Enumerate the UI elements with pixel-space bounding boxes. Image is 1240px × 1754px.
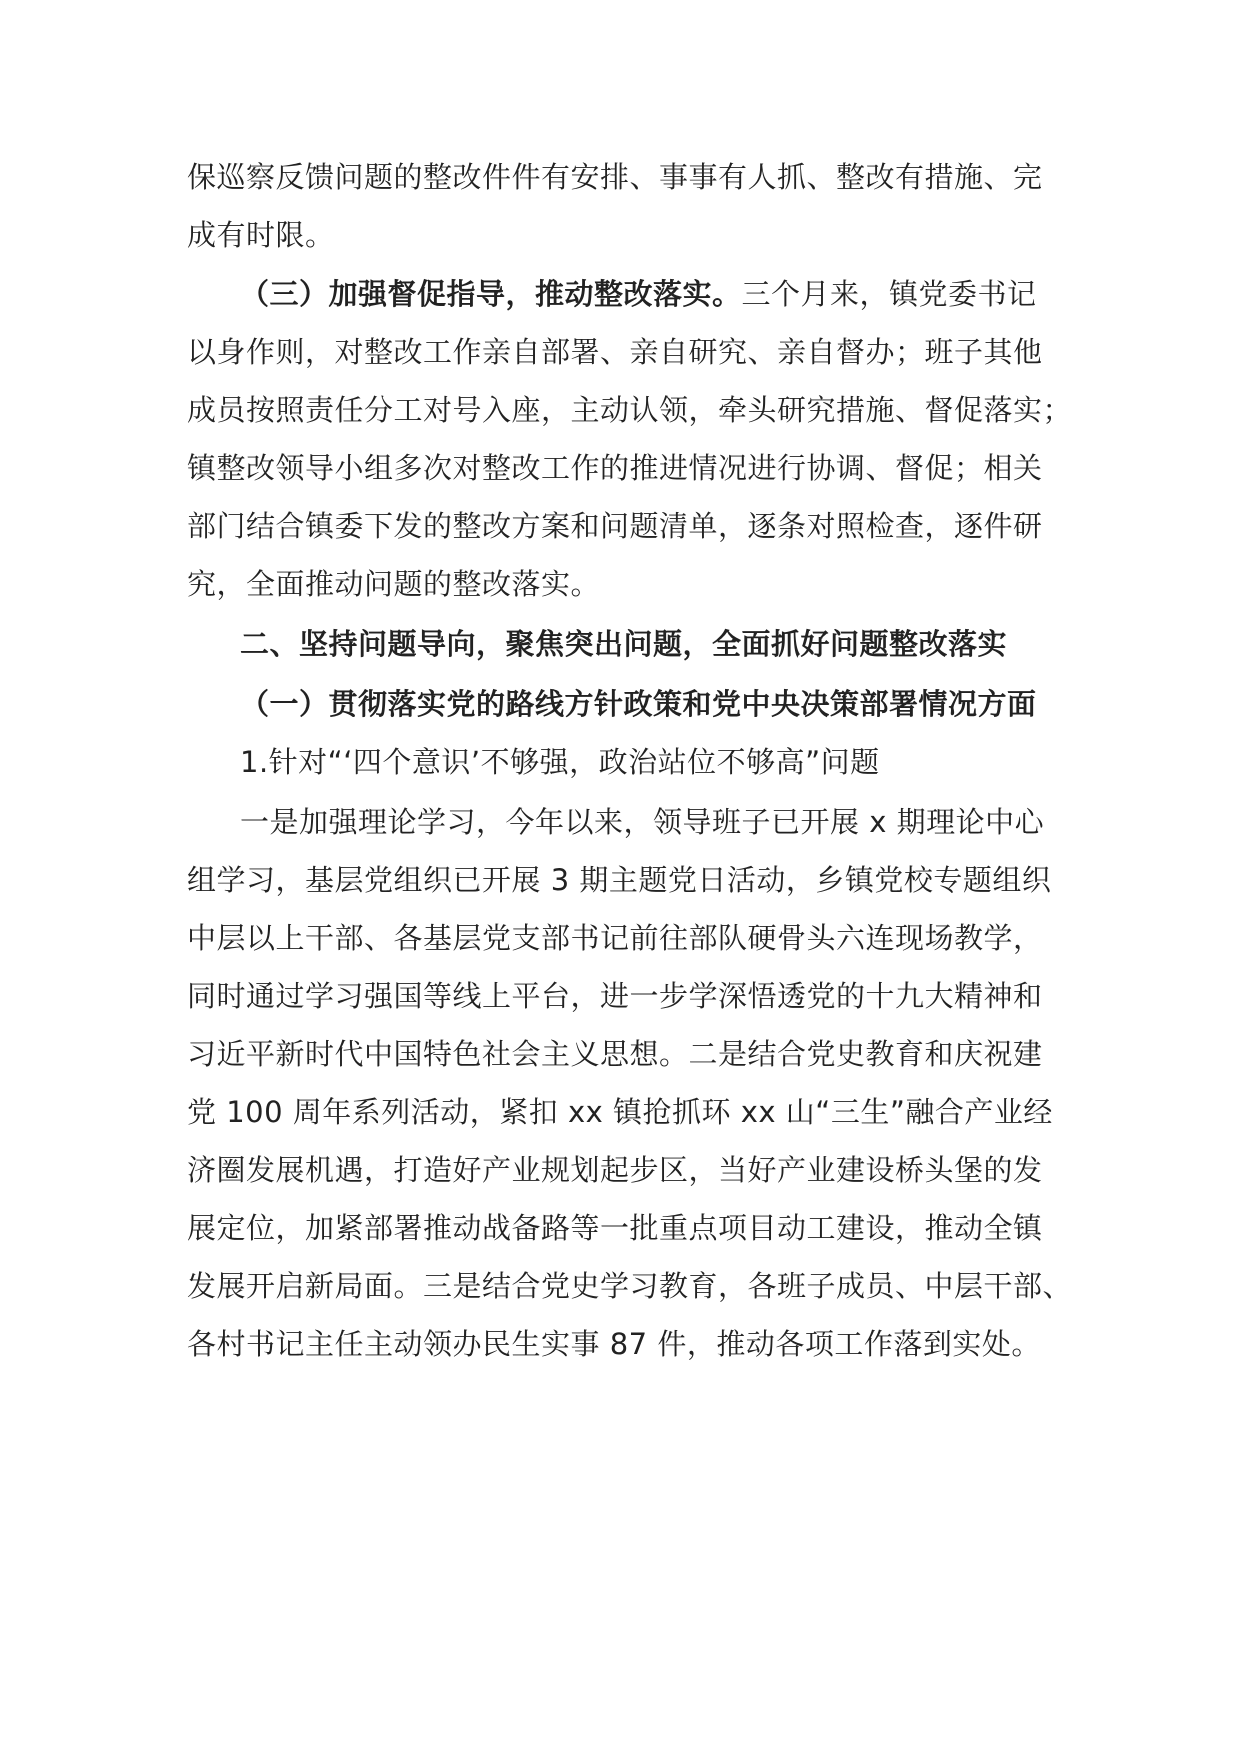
- paragraph-line: 展定位，加紧部署推动战备路等一批重点项目动工建设，推动全镇: [187, 1211, 1043, 1245]
- paragraph-line: 以身作则，对整改工作亲自部署、亲自研究、亲自督办；班子其他: [187, 335, 1043, 369]
- paragraph-line: 发展开启新局面。三是结合党史学习教育，各班子成员、中层干部、: [187, 1269, 1073, 1303]
- paragraph-text: 三个月来，镇党委书记: [741, 277, 1037, 311]
- paragraph-line: 各村书记主任主动领办民生实事 87 件，推动各项工作落到实处。: [187, 1327, 1041, 1361]
- paragraph-line: 中层以上干部、各基层党支部书记前往部队硬骨头六连现场教学，: [187, 921, 1043, 955]
- paragraph-line: 一是加强理论学习，今年以来，领导班子已开展 x 期理论中心: [240, 805, 1045, 839]
- subsection-paragraph-first-line: [240, 274, 1037, 314]
- section-heading: 二、坚持问题导向，聚焦突出问题，全面抓好问题整改落实: [240, 627, 1008, 661]
- paragraph-line: 保巡察反馈问题的整改件件有安排、事事有人抓、整改有措施、完: [187, 160, 1043, 194]
- paragraph-line: 济圈发展机遇，打造好产业规划起步区，当好产业建设桥头堡的发: [187, 1153, 1043, 1187]
- paragraph-line: 部门结合镇委下发的整改方案和问题清单，逐条对照检查，逐件研: [187, 509, 1043, 543]
- paragraph-line: 同时通过学习强国等线上平台，进一步学深悟透党的十九大精神和: [187, 979, 1043, 1013]
- paragraph-line: 究，全面推动问题的整改落实。: [187, 567, 601, 601]
- paragraph-line: 习近平新时代中国特色社会主义思想。二是结合党史教育和庆祝建: [187, 1037, 1043, 1071]
- paragraph-line: 组学习，基层党组织已开展 3 期主题党日活动，乡镇党校专题组织: [187, 863, 1052, 897]
- paragraph-line: 党 100 周年系列活动，紧扣 xx 镇抢抓环 xx 山“三生”融合产业经: [187, 1095, 1053, 1129]
- subsection-heading: （三）加强督促指导，推动整改落实。: [240, 277, 742, 311]
- subsection-heading: （一）贯彻落实党的路线方针政策和党中央决策部署情况方面: [240, 687, 1037, 721]
- paragraph-line: 成员按照责任分工对号入座，主动认领，牵头研究措施、督促落实；: [187, 393, 1073, 427]
- item-heading: 1.针对“‘四个意识’不够强，政治站位不够高”问题: [240, 745, 880, 779]
- paragraph-line: 镇整改领导小组多次对整改工作的推进情况进行协调、督促；相关: [187, 451, 1043, 485]
- paragraph-line: 成有时限。: [187, 218, 335, 252]
